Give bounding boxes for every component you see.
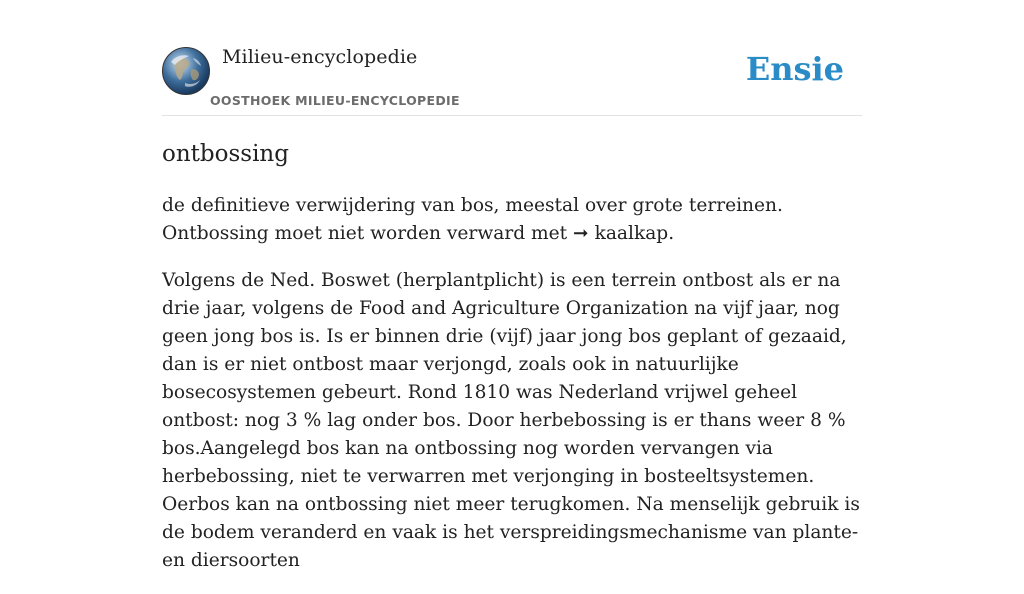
site-subtitle[interactable]: OOSTHOEK MILIEU-ENCYCLOPEDIE: [210, 93, 460, 108]
site-header: [162, 40, 862, 116]
earth-globe-icon[interactable]: [162, 47, 210, 95]
article-term: ontbossing: [162, 141, 289, 167]
definition-end: .: [668, 223, 675, 244]
crossref-link-kaalkap[interactable]: kaalkap: [594, 223, 669, 244]
article: [162, 138, 864, 594]
arrow-right-icon: ➞: [573, 223, 589, 244]
definition-text: de definitieve verwijdering van bos, meestal over grote terreinen. Ontbossing moet niet worden verward met: [162, 195, 783, 244]
article-definition: [162, 192, 864, 248]
site-title[interactable]: Milieu-encyclopedie: [222, 46, 418, 68]
article-body: Volgens de Ned. Boswet (herplantplicht) is een terrein ontbost als er na drie jaar, volgens de Food and Agriculture Organization na vijf jaar, nog geen jong bos is. Is er binnen drie (vijf) jaar jong bos geplant of gezaaid, dan is er niet ontbost maar verjongd, zoals ook in natuurlijke bosecosystemen gebeurt. Rond 1810 was Nederland vrijwel geheel ontbost: nog 3 % lag onder bos. Door herbebossing is er thans weer 8 % bos.Aangelegd bos kan na ontbossing nog worden vervangen via herbebossing, niet te verwarren met verjonging in bosteeltsystemen. Oerbos kan na ontbossing niet meer terugkomen. Na menselijk gebruik is de bodem veranderd en vaak is het verspreidingsmechanisme van plante- en diersoorten: [162, 270, 860, 571]
ensie-logo-link[interactable]: Ensie: [745, 50, 844, 88]
